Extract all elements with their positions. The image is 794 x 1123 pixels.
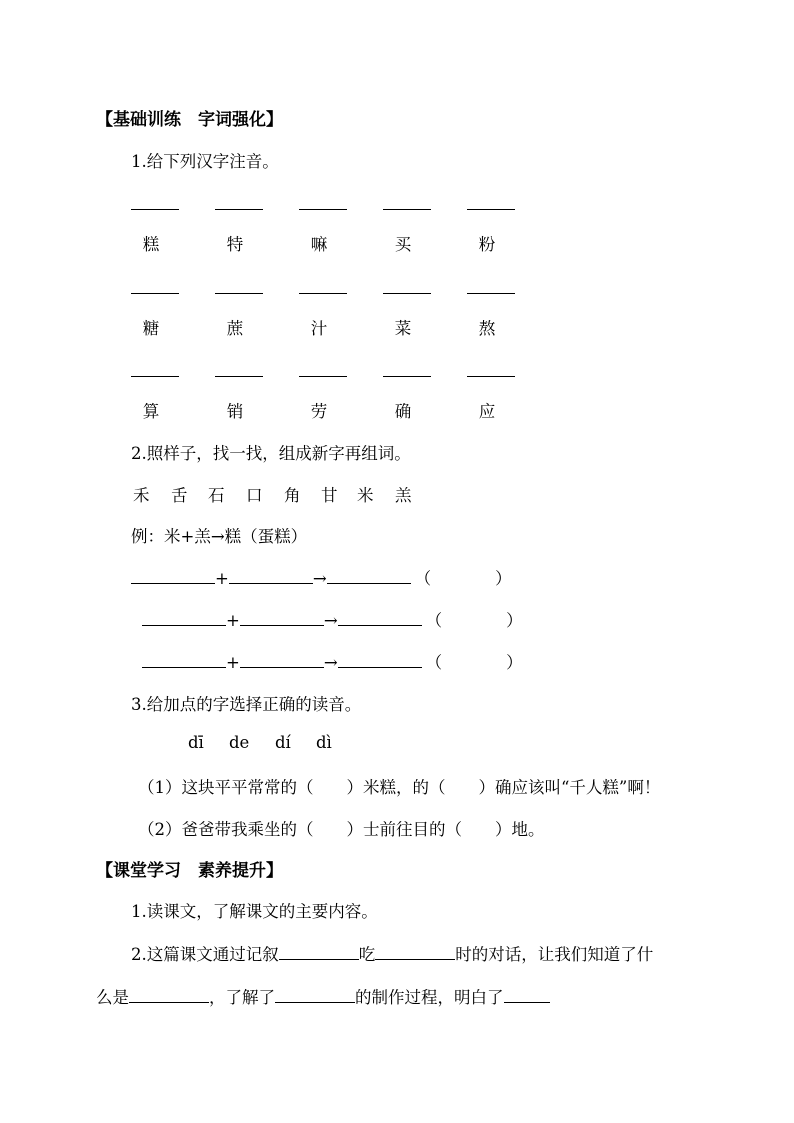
sentence-part: （ ）确应该叫“千人糕”啊！ bbox=[429, 778, 661, 797]
hanzi-char: 糖 bbox=[142, 319, 160, 338]
part-blank[interactable] bbox=[142, 624, 226, 626]
plus-sign: + bbox=[215, 569, 229, 588]
sentence-part: （ ）地。 bbox=[445, 820, 545, 839]
pinyin-blank[interactable] bbox=[215, 293, 263, 294]
part-blank[interactable] bbox=[229, 582, 313, 584]
reading-option: dì bbox=[316, 733, 332, 752]
pinyin-blank[interactable] bbox=[215, 209, 263, 210]
hanzi-char: 算 bbox=[142, 402, 160, 421]
section2-question-1: 1.读课文，了解课文的主要内容。 bbox=[131, 902, 378, 921]
question-3-title: 3.给加点的字选择正确的读音。 bbox=[131, 695, 362, 714]
part-blank[interactable] bbox=[142, 666, 226, 668]
paren-close: ） bbox=[506, 611, 523, 630]
pinyin-blank[interactable] bbox=[131, 209, 179, 210]
paren-close: ） bbox=[506, 653, 523, 672]
dotted-char: 的 bbox=[412, 778, 429, 797]
pinyin-blank[interactable] bbox=[215, 376, 263, 377]
plus-sign: + bbox=[226, 611, 240, 630]
part-blank[interactable] bbox=[240, 666, 324, 668]
pinyin-blank[interactable] bbox=[383, 209, 431, 210]
part-blank[interactable] bbox=[131, 582, 215, 584]
sentence-part: （2）爸爸带我乘坐 bbox=[138, 820, 281, 839]
pinyin-blank[interactable] bbox=[131, 376, 179, 377]
compose-row bbox=[142, 607, 523, 631]
paren-open: （ bbox=[425, 653, 443, 672]
hanzi-char: 买 bbox=[394, 235, 412, 254]
pinyin-blank[interactable] bbox=[299, 293, 347, 294]
hanzi-char: 熬 bbox=[478, 319, 496, 338]
sentence-part: （ ）士前往目 bbox=[297, 820, 429, 839]
char-blank[interactable] bbox=[338, 624, 422, 626]
paren-open: （ bbox=[425, 611, 443, 630]
sentence-part: 的制作过程，明白了 bbox=[355, 988, 504, 1007]
compose-row bbox=[142, 649, 523, 673]
question-1-title: 1.给下列汉字注音。 bbox=[131, 152, 279, 171]
hanzi-char: 粉 bbox=[478, 235, 496, 254]
pinyin-blank[interactable] bbox=[299, 209, 347, 210]
question-2-title: 2.照样子，找一找，组成新字再组词。 bbox=[131, 444, 411, 463]
hanzi-char: 销 bbox=[226, 402, 244, 421]
hanzi-char: 应 bbox=[478, 402, 496, 421]
pinyin-blank[interactable] bbox=[383, 376, 431, 377]
hanzi-char: 糕 bbox=[142, 235, 160, 254]
paren-close: ） bbox=[495, 569, 512, 588]
reading-option: dī bbox=[188, 733, 204, 752]
section2-question-2-line2 bbox=[96, 984, 550, 1008]
arrow-sign: → bbox=[312, 569, 327, 588]
answer-blank[interactable] bbox=[275, 1001, 355, 1003]
answer-blank[interactable] bbox=[129, 1001, 209, 1003]
sentence-part: 么是 bbox=[96, 988, 129, 1007]
sentence-part: 时的对话，让我们知道了什 bbox=[455, 945, 654, 964]
char-blank[interactable] bbox=[327, 582, 411, 584]
radical-part: 石 bbox=[208, 486, 225, 505]
plus-sign: + bbox=[226, 653, 240, 672]
arrow-sign: → bbox=[323, 611, 338, 630]
answer-blank[interactable] bbox=[504, 1001, 550, 1003]
arrow-sign: → bbox=[323, 653, 338, 672]
paren-open: （ bbox=[414, 569, 432, 588]
sentence-part: ，了解了 bbox=[209, 988, 275, 1007]
sentence-part: （1）这块平平常常的（ ）米糕， bbox=[138, 778, 413, 797]
section-heading-classroom: 【课堂学习 素养提升】 bbox=[96, 861, 283, 881]
section2-question-2-line1 bbox=[131, 941, 653, 965]
pinyin-blank[interactable] bbox=[467, 209, 515, 210]
radical-part: 甘 bbox=[321, 486, 338, 505]
pinyin-blank[interactable] bbox=[467, 293, 515, 294]
sentence-part: 2.这篇课文通过记叙 bbox=[131, 945, 279, 964]
hanzi-char: 嘛 bbox=[310, 235, 328, 254]
radical-part: 羔 bbox=[395, 486, 412, 505]
hanzi-char: 确 bbox=[394, 402, 412, 421]
radical-part: 舌 bbox=[171, 486, 188, 505]
pinyin-blank[interactable] bbox=[383, 293, 431, 294]
part-blank[interactable] bbox=[240, 624, 324, 626]
hanzi-char: 汁 bbox=[310, 319, 328, 338]
section-heading-basic: 【基础训练 字词强化】 bbox=[96, 110, 283, 130]
hanzi-char: 菜 bbox=[394, 319, 412, 338]
hanzi-char: 特 bbox=[226, 235, 244, 254]
q3-sentence-2 bbox=[138, 816, 545, 840]
compose-row bbox=[131, 565, 512, 589]
sentence-part: 吃 bbox=[358, 945, 376, 964]
radical-part: 口 bbox=[246, 486, 263, 505]
char-blank[interactable] bbox=[338, 666, 422, 668]
dotted-char: 的 bbox=[429, 820, 446, 839]
hanzi-char: 蔗 bbox=[226, 319, 244, 338]
q3-sentence-1 bbox=[138, 774, 660, 798]
example-line: 例：米+羔→糕（蛋糕） bbox=[131, 527, 308, 546]
reading-option: de bbox=[229, 733, 250, 752]
radical-part: 角 bbox=[284, 486, 301, 505]
reading-option: dí bbox=[275, 733, 291, 752]
radical-part: 米 bbox=[357, 486, 374, 505]
answer-blank[interactable] bbox=[279, 958, 359, 960]
answer-blank[interactable] bbox=[375, 958, 455, 960]
pinyin-blank[interactable] bbox=[299, 376, 347, 377]
pinyin-blank[interactable] bbox=[467, 376, 515, 377]
dotted-char: 的 bbox=[280, 820, 297, 839]
pinyin-blank[interactable] bbox=[131, 293, 179, 294]
hanzi-char: 劳 bbox=[310, 402, 328, 421]
radical-part: 禾 bbox=[133, 486, 150, 505]
